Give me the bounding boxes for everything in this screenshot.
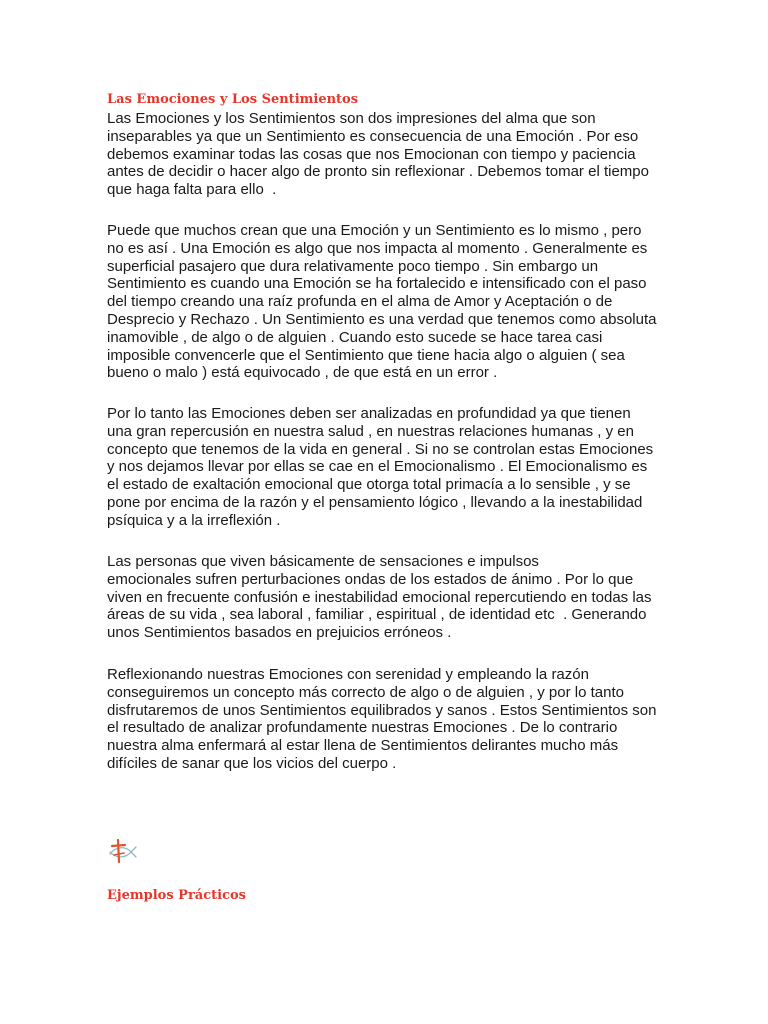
paragraph-line: unos Sentimientos basados en prejuicios erróneos . xyxy=(107,624,452,642)
paragraph-line: Sentimiento es cuando una Emoción se ha fortalecido e intensificado con el paso xyxy=(107,275,647,293)
section-subtitle: Ejemplos Prácticos xyxy=(107,888,246,903)
paragraph-line: viven en frecuente confusión e inestabilidad emocional repercutiendo en todas las xyxy=(107,588,652,606)
paragraph-line: antes de decidir o hacer algo de pronto sin reflexionar . Debemos tomar el tiempo xyxy=(107,163,649,181)
paragraph-4 xyxy=(107,553,652,642)
paragraph-line: nuestra alma enfermará al estar llena de Sentimientos delirantes mucho más xyxy=(107,737,619,755)
paragraph-line: el estado de exaltación emocional que otorga total primacía a lo sensible , y se xyxy=(107,476,631,494)
paragraph-line: el resultado de analizar profundamente nuestras Emociones . De lo contrario xyxy=(107,719,618,737)
paragraph-line: inseparables ya que un Sentimiento es consecuencia de una Emoción . Por eso xyxy=(107,127,639,145)
paragraph-line: debemos examinar todas las cosas que nos Emocionan con tiempo y paciencia xyxy=(107,145,636,163)
paragraph-line: concepto que tenemos de la vida en general . Si no se controlan estas Emociones xyxy=(107,440,654,458)
paragraph-line: y nos dejamos llevar por ellas se cae en el Emocionalismo . El Emocionalismo es xyxy=(107,458,648,476)
paragraph-line: difíciles de sanar que los vicios del cuerpo . xyxy=(107,754,397,772)
paragraph-line: una gran repercusión en nuestra salud , en nuestras relaciones humanas , y en xyxy=(107,422,634,440)
paragraph-line: conseguiremos un concepto más correcto de algo o de alguien , y por lo tanto xyxy=(107,683,624,701)
paragraph-2 xyxy=(107,222,656,382)
paragraph-3 xyxy=(107,405,653,530)
paragraph-line: pone por encima de la razón y el pensamiento lógico , llevando a la inestabilidad xyxy=(107,493,643,511)
paragraph-line: áreas de su vida , sea laboral , familiar , espiritual , de identidad etc . Generando xyxy=(107,606,647,624)
paragraph-line: Por lo tanto las Emociones deben ser analizadas en profundidad ya que tienen xyxy=(107,405,631,422)
paragraph-line: Puede que muchos crean que una Emoción y un Sentimiento es lo mismo , pero xyxy=(107,222,642,239)
paragraph-line: Las Emociones y los Sentimientos son dos impresiones del alma que son xyxy=(107,110,596,127)
paragraph-line: inamovible , de algo o de alguien . Cuando esto sucede se hace tarea casi xyxy=(107,328,603,346)
paragraph-line: disfrutaremos de unos Sentimientos equilibrados y sanos . Estos Sentimientos son xyxy=(107,701,657,719)
paragraph-line: Desprecio y Rechazo . Un Sentimiento es una verdad que tenemos como absoluta xyxy=(107,310,657,328)
paragraph-line: psíquica y a la irreflexión . xyxy=(107,511,281,529)
paragraph-1 xyxy=(107,110,649,199)
document-title: Las Emociones y Los Sentimientos xyxy=(107,92,359,107)
cross-fish-icon xyxy=(104,835,140,867)
paragraph-line: emocionales sufren perturbaciones ondas de los estados de ánimo . Por lo que xyxy=(107,570,634,588)
paragraph-line: bueno o malo ) está equivocado , de que está en un error . xyxy=(107,364,498,382)
paragraph-line: superficial pasajero que dura relativamente poco tiempo . Sin embargo un xyxy=(107,257,599,275)
paragraph-line: del tiempo creando una raíz profunda en el alma de Amor y Aceptación o de xyxy=(107,293,613,311)
paragraph-line: Las personas que viven básicamente de sensaciones e impulsos xyxy=(107,553,539,570)
paragraph-line: que haga falta para ello . xyxy=(107,181,277,199)
paragraph-line: imposible convencerle que el Sentimiento que tiene hacia algo o alguien ( sea xyxy=(107,346,625,364)
paragraph-5 xyxy=(107,666,656,773)
paragraph-line: no es así . Una Emoción es algo que nos impacta al momento . Generalmente es xyxy=(107,239,648,257)
paragraph-line: Reflexionando nuestras Emociones con serenidad y empleando la razón xyxy=(107,666,589,683)
